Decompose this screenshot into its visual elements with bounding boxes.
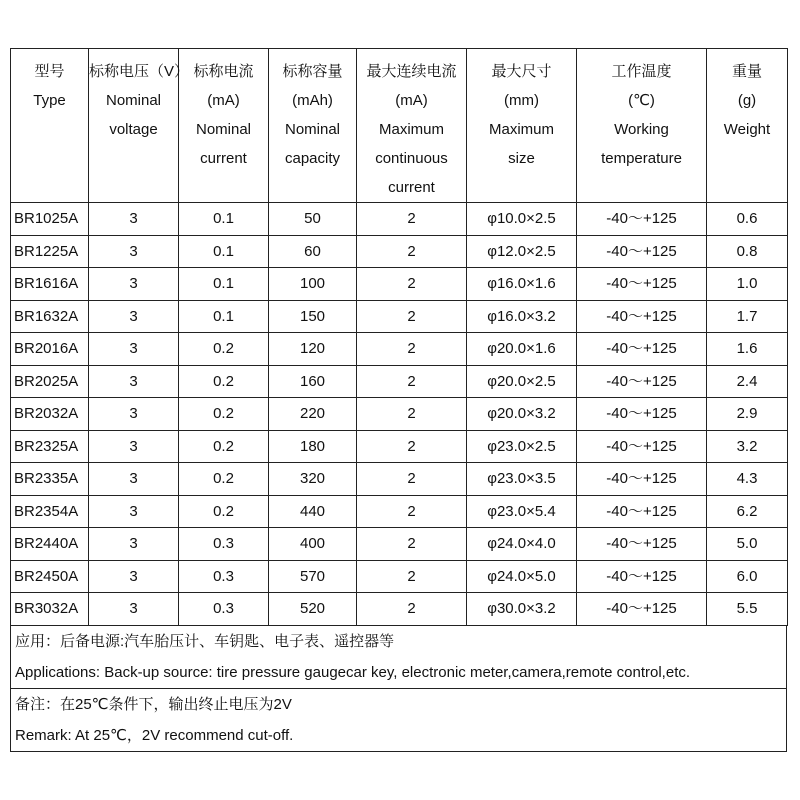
cell-nominal-capacity: 180 (269, 430, 357, 463)
cell-max-size: φ23.0×3.5 (467, 463, 577, 496)
battery-spec-sheet (10, 48, 787, 752)
cell-nominal-voltage: 3 (89, 300, 179, 333)
cell-nominal-capacity: 120 (269, 333, 357, 366)
table-row (11, 365, 788, 398)
cell-working-temp: -40～+125 (577, 235, 707, 268)
cell-nominal-voltage: 3 (89, 593, 179, 626)
table-row (11, 333, 788, 366)
table-row (11, 593, 788, 626)
table-row (11, 235, 788, 268)
cell-working-temp: -40～+125 (577, 495, 707, 528)
cell-working-temp: -40～+125 (577, 268, 707, 301)
header-nominal-capacity: 标称容量 (mAh) Nominal capacity (269, 49, 357, 203)
cell-nominal-voltage: 3 (89, 463, 179, 496)
cell-weight: 3.2 (707, 430, 788, 463)
cell-max-current: 2 (357, 398, 467, 431)
spec-rows (11, 203, 788, 626)
cell-nominal-current: 0.2 (179, 495, 269, 528)
cell-working-temp: -40～+125 (577, 365, 707, 398)
cell-max-size: φ10.0×2.5 (467, 203, 577, 236)
cell-max-size: φ16.0×3.2 (467, 300, 577, 333)
cell-nominal-voltage: 3 (89, 235, 179, 268)
table-row (11, 528, 788, 561)
cell-nominal-capacity: 400 (269, 528, 357, 561)
cell-weight: 6.2 (707, 495, 788, 528)
cell-nominal-voltage: 3 (89, 560, 179, 593)
cell-working-temp: -40～+125 (577, 203, 707, 236)
cell-max-size: φ12.0×2.5 (467, 235, 577, 268)
cell-max-current: 2 (357, 495, 467, 528)
cell-max-current: 2 (357, 463, 467, 496)
table-row (11, 430, 788, 463)
cell-working-temp: -40～+125 (577, 300, 707, 333)
cell-model: BR3032A (11, 593, 89, 626)
cell-nominal-capacity: 160 (269, 365, 357, 398)
cell-weight: 5.5 (707, 593, 788, 626)
cell-model: BR2025A (11, 365, 89, 398)
table-row (11, 268, 788, 301)
header-working-temperature: 工作温度 (℃) Working temperature (577, 49, 707, 203)
cell-weight: 1.7 (707, 300, 788, 333)
applications-en: Applications: Back-up source: tire pressure gaugecar key, electronic meter,camera,remote control,etc. (15, 663, 691, 681)
header-max-continuous-current: 最大连续电流 (mA) Maximum continuous current (357, 49, 467, 203)
cell-working-temp: -40～+125 (577, 398, 707, 431)
cell-nominal-current: 0.1 (179, 300, 269, 333)
cell-working-temp: -40～+125 (577, 593, 707, 626)
table-row (11, 203, 788, 236)
header-nominal-current: 标称电流 (mA) Nominal current (179, 49, 269, 203)
cell-nominal-voltage: 3 (89, 333, 179, 366)
cell-nominal-voltage: 3 (89, 430, 179, 463)
cell-nominal-capacity: 440 (269, 495, 357, 528)
notes-block (10, 626, 787, 752)
cell-nominal-current: 0.2 (179, 333, 269, 366)
cell-max-current: 2 (357, 333, 467, 366)
cell-max-size: φ23.0×2.5 (467, 430, 577, 463)
cell-working-temp: -40～+125 (577, 528, 707, 561)
cell-nominal-capacity: 60 (269, 235, 357, 268)
remark-en: Remark: At 25℃，2V recommend cut-off. (15, 726, 294, 744)
cell-model: BR2440A (11, 528, 89, 561)
cell-nominal-current: 0.2 (179, 398, 269, 431)
cell-model: BR2016A (11, 333, 89, 366)
cell-nominal-current: 0.1 (179, 268, 269, 301)
cell-nominal-voltage: 3 (89, 495, 179, 528)
cell-nominal-capacity: 50 (269, 203, 357, 236)
cell-model: BR2450A (11, 560, 89, 593)
cell-nominal-voltage: 3 (89, 268, 179, 301)
cell-max-size: φ24.0×5.0 (467, 560, 577, 593)
header-type: 型号 Type (11, 49, 89, 203)
cell-max-current: 2 (357, 235, 467, 268)
cell-max-size: φ30.0×3.2 (467, 593, 577, 626)
cell-max-current: 2 (357, 528, 467, 561)
cell-nominal-voltage: 3 (89, 203, 179, 236)
cell-nominal-capacity: 100 (269, 268, 357, 301)
cell-working-temp: -40～+125 (577, 560, 707, 593)
cell-weight: 5.0 (707, 528, 788, 561)
table-row (11, 560, 788, 593)
cell-max-current: 2 (357, 560, 467, 593)
cell-nominal-voltage: 3 (89, 365, 179, 398)
cell-weight: 6.0 (707, 560, 788, 593)
table-row (11, 398, 788, 431)
cell-nominal-current: 0.2 (179, 430, 269, 463)
cell-weight: 0.6 (707, 203, 788, 236)
cell-max-current: 2 (357, 268, 467, 301)
cell-nominal-capacity: 150 (269, 300, 357, 333)
cell-nominal-current: 0.3 (179, 560, 269, 593)
cell-max-current: 2 (357, 300, 467, 333)
cell-model: BR2325A (11, 430, 89, 463)
cell-nominal-capacity: 520 (269, 593, 357, 626)
cell-model: BR2032A (11, 398, 89, 431)
cell-working-temp: -40～+125 (577, 430, 707, 463)
cell-weight: 2.9 (707, 398, 788, 431)
table-row (11, 463, 788, 496)
cell-model: BR2354A (11, 495, 89, 528)
cell-weight: 1.6 (707, 333, 788, 366)
header-weight: 重量 (g) Weight (707, 49, 788, 203)
cell-max-size: φ20.0×2.5 (467, 365, 577, 398)
cell-working-temp: -40～+125 (577, 333, 707, 366)
table-row (11, 495, 788, 528)
cell-model: BR1025A (11, 203, 89, 236)
cell-max-size: φ24.0×4.0 (467, 528, 577, 561)
cell-max-size: φ23.0×5.4 (467, 495, 577, 528)
header-nominal-voltage: 标称电压（V） Nominal voltage (89, 49, 179, 203)
cell-nominal-voltage: 3 (89, 528, 179, 561)
cell-nominal-current: 0.3 (179, 528, 269, 561)
cell-nominal-current: 0.2 (179, 365, 269, 398)
cell-max-current: 2 (357, 430, 467, 463)
cell-nominal-current: 0.2 (179, 463, 269, 496)
header-row (11, 49, 788, 203)
header-max-size: 最大尺寸 (mm) Maximum size (467, 49, 577, 203)
applications-cn: 应用：后备电源:汽车胎压计、车钥匙、电子表、遥控器等 (15, 632, 395, 650)
cell-weight: 0.8 (707, 235, 788, 268)
cell-max-current: 2 (357, 365, 467, 398)
cell-nominal-voltage: 3 (89, 398, 179, 431)
cell-working-temp: -40～+125 (577, 463, 707, 496)
cell-max-size: φ16.0×1.6 (467, 268, 577, 301)
cell-nominal-capacity: 220 (269, 398, 357, 431)
cell-weight: 2.4 (707, 365, 788, 398)
spec-table (10, 48, 788, 626)
cell-nominal-capacity: 320 (269, 463, 357, 496)
cell-max-size: φ20.0×1.6 (467, 333, 577, 366)
cell-nominal-current: 0.1 (179, 235, 269, 268)
cell-model: BR1225A (11, 235, 89, 268)
cell-weight: 4.3 (707, 463, 788, 496)
cell-model: BR2335A (11, 463, 89, 496)
cell-weight: 1.0 (707, 268, 788, 301)
cell-max-size: φ20.0×3.2 (467, 398, 577, 431)
cell-nominal-current: 0.1 (179, 203, 269, 236)
cell-model: BR1616A (11, 268, 89, 301)
cell-model: BR1632A (11, 300, 89, 333)
table-row (11, 300, 788, 333)
cell-nominal-current: 0.3 (179, 593, 269, 626)
cell-max-current: 2 (357, 593, 467, 626)
cell-max-current: 2 (357, 203, 467, 236)
remark-cn: 备注：在25℃条件下，输出终止电压为2V (11, 688, 786, 720)
cell-nominal-capacity: 570 (269, 560, 357, 593)
